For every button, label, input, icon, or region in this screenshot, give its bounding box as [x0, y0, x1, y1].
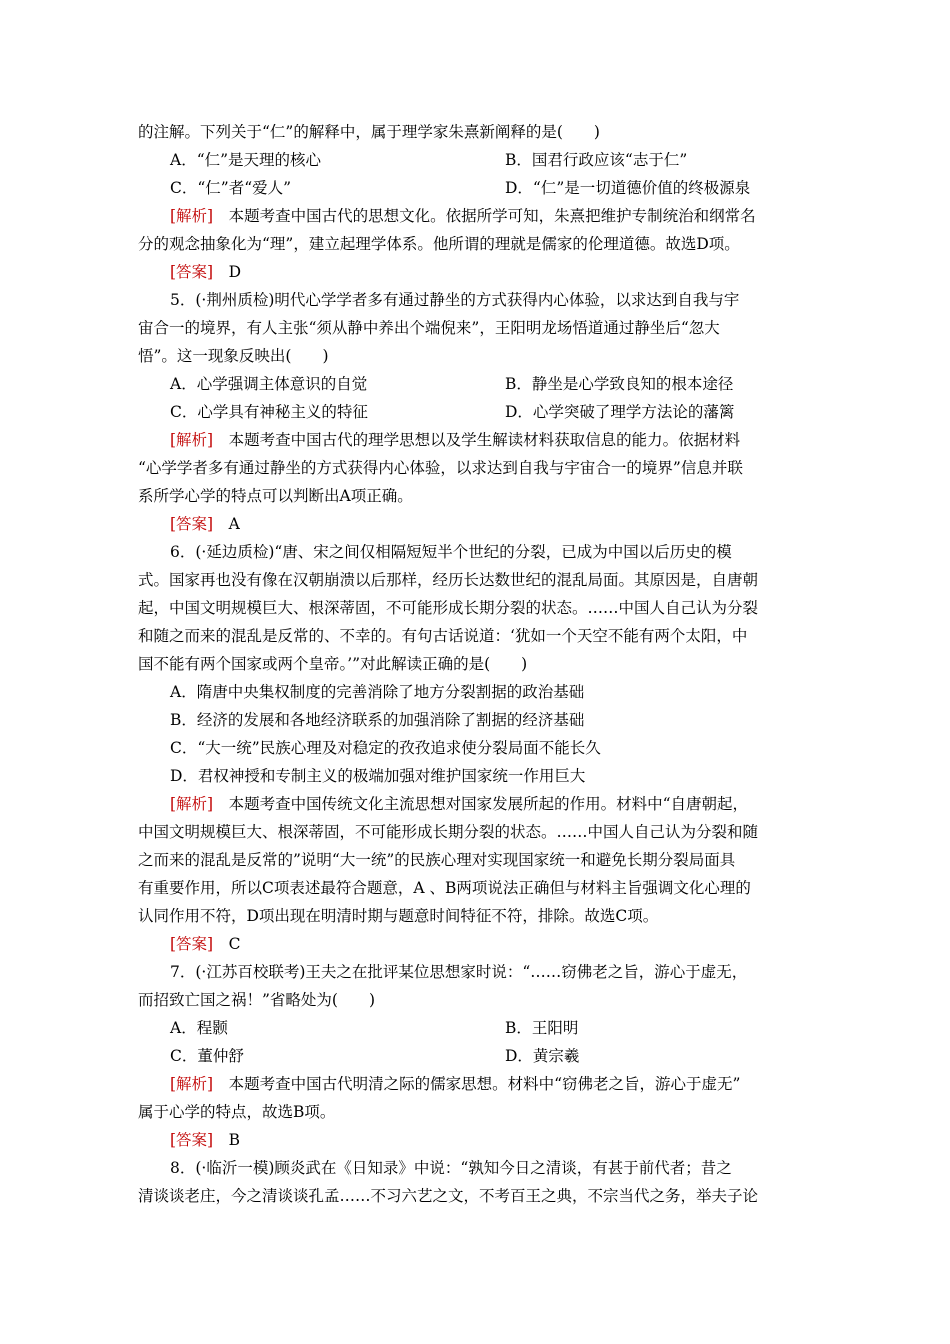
q5-stem-line: 5．(·荆州质检)明代心学学者多有通过静坐的方式获得内心体验，以求达到自我与宇	[170, 291, 740, 309]
q5-stem-line: 宙合一的境界，有人主张“须从静中养出个端倪来”，王阳明龙场悟道通过静坐后“忽大	[138, 319, 720, 337]
q7-answer-line	[170, 1130, 240, 1150]
analysis-text: 本题考查中国古代明清之际的儒家思想。材料中“窃佛老之旨，游心于虚无”	[213, 1075, 741, 1093]
q6-analysis-line: 中国文明规模巨大、根深蒂固，不可能形成长期分裂的状态。……中国人自己认为分裂和随	[138, 823, 759, 841]
q4-answer-line	[170, 262, 241, 282]
q5-stem-line: 悟”。这一现象反映出( )	[138, 347, 329, 365]
q7-option-d: D．黄宗羲	[505, 1047, 580, 1065]
answer-value: D	[213, 263, 242, 281]
analysis-text: 本题考查中国古代的思想文化。依据所学可知，朱熹把维护专制统治和纲常名	[213, 207, 756, 225]
q6-stem-line: 式。国家再也没有像在汉朝崩溃以后那样，经历长达数世纪的混乱局面。其原因是，自唐朝	[138, 571, 759, 589]
answer-tag: [答案]	[170, 1131, 214, 1149]
q5-option-d: D．心学突破了理学方法论的藩篱	[505, 403, 735, 421]
analysis-text: 本题考查中国古代的理学思想以及学生解读材料获取信息的能力。依据材料	[213, 431, 741, 449]
q4-analysis-line: 分的观念抽象化为“理”，建立起理学体系。他所谓的理就是儒家的伦理道德。故选D项。	[138, 235, 740, 253]
q6-option-d: D．君权神授和专制主义的极端加强对维护国家统一作用巨大	[170, 767, 586, 785]
q6-option-c: C．“大一统”民族心理及对稳定的孜孜追求使分裂局面不能长久	[170, 739, 601, 757]
analysis-tag: [解析]	[170, 207, 214, 225]
q5-analysis-line: “心学学者多有通过静坐的方式获得内心体验，以求达到自我与宇宙合一的境界”信息并联	[138, 459, 743, 477]
analysis-tag: [解析]	[170, 431, 214, 449]
q6-stem-line: 国不能有两个国家或两个皇帝。’”对此解读正确的是( )	[138, 655, 528, 673]
q4-option-d: D．“仁”是一切道德价值的终极源泉	[505, 179, 751, 197]
analysis-tag: [解析]	[170, 1075, 214, 1093]
answer-tag: [答案]	[170, 515, 214, 533]
q7-stem-line: 而招致亡国之祸！”省略处为( )	[138, 991, 376, 1009]
q4-stem-line: 的注解。下列关于“仁”的解释中，属于理学家朱熹新阐释的是( )	[138, 123, 600, 141]
answer-tag: [答案]	[170, 263, 214, 281]
q6-analysis-line: 之而来的混乱是反常的”说明“大一统”的民族心理对实现国家统一和避免长期分裂局面具	[138, 851, 736, 869]
q4-option-c: C．“仁”者“爱人”	[170, 179, 292, 197]
answer-tag: [答案]	[170, 935, 214, 953]
answer-value: C	[213, 935, 241, 953]
q6-analysis-line: 有重要作用，所以C项表述最符合题意，A 、B两项说法正确但与材料主旨强调文化心理的	[138, 879, 751, 897]
q5-analysis-line	[170, 430, 740, 450]
q4-option-a: A．“仁”是天理的核心	[170, 151, 322, 169]
q5-option-a: A．心学强调主体意识的自觉	[170, 375, 368, 393]
q6-stem-line: 起，中国文明规模巨大、根深蒂固，不可能形成长期分裂的状态。……中国人自己认为分裂	[138, 599, 759, 617]
analysis-text: 本题考查中国传统文化主流思想对国家发展所起的作用。材料中“自唐朝起，	[213, 795, 749, 813]
q6-analysis-line	[170, 794, 748, 814]
q7-option-c: C．董仲舒	[170, 1047, 244, 1065]
q7-analysis-line: 属于心学的特点，故选B项。	[138, 1103, 336, 1121]
q5-option-b: B．静坐是心学致良知的根本途径	[505, 375, 734, 393]
q7-stem-line: 7．(·江苏百校联考)王夫之在批评某位思想家时说：“……窃佛老之旨，游心于虚无，	[170, 963, 748, 981]
q6-stem-line: 和随之而来的混乱是反常的、不幸的。有句古话说道：‘犹如一个天空不能有两个太阳，中	[138, 627, 748, 645]
q6-option-b: B．经济的发展和各地经济联系的加强消除了割据的经济基础	[170, 711, 585, 729]
q6-answer-line	[170, 934, 240, 954]
q7-option-b: B．王阳明	[505, 1019, 579, 1037]
q6-option-a: A．隋唐中央集权制度的完善消除了地方分裂割据的政治基础	[170, 683, 585, 701]
q5-analysis-line: 系所学心学的特点可以判断出A项正确。	[138, 487, 413, 505]
q6-stem-line: 6．(·延边质检)“唐、宋之间仅相隔短短半个世纪的分裂，已成为中国以后历史的模	[170, 543, 732, 561]
q8-stem-line: 清谈谈老庄，今之清谈谈孔孟……不习六艺之文，不考百王之典，不宗当代之务，举夫子论	[138, 1187, 759, 1205]
q8-stem-line: 8．(·临沂一模)顾炎武在《日知录》中说：“孰知今日之清谈，有甚于前代者；昔之	[170, 1159, 732, 1177]
analysis-tag: [解析]	[170, 795, 214, 813]
q5-option-c: C．心学具有神秘主义的特征	[170, 403, 368, 421]
q5-answer-line	[170, 514, 240, 534]
q7-option-a: A．程颢	[170, 1019, 228, 1037]
q4-option-b: B．国君行政应该“志于仁”	[505, 151, 688, 169]
answer-value: B	[213, 1131, 240, 1149]
answer-value: A	[213, 515, 240, 533]
q4-analysis-line	[170, 206, 756, 226]
q7-analysis-line	[170, 1074, 740, 1094]
q6-analysis-line: 认同作用不符，D项出现在明清时期与题意时间特征不符，排除。故选C项。	[138, 907, 659, 925]
